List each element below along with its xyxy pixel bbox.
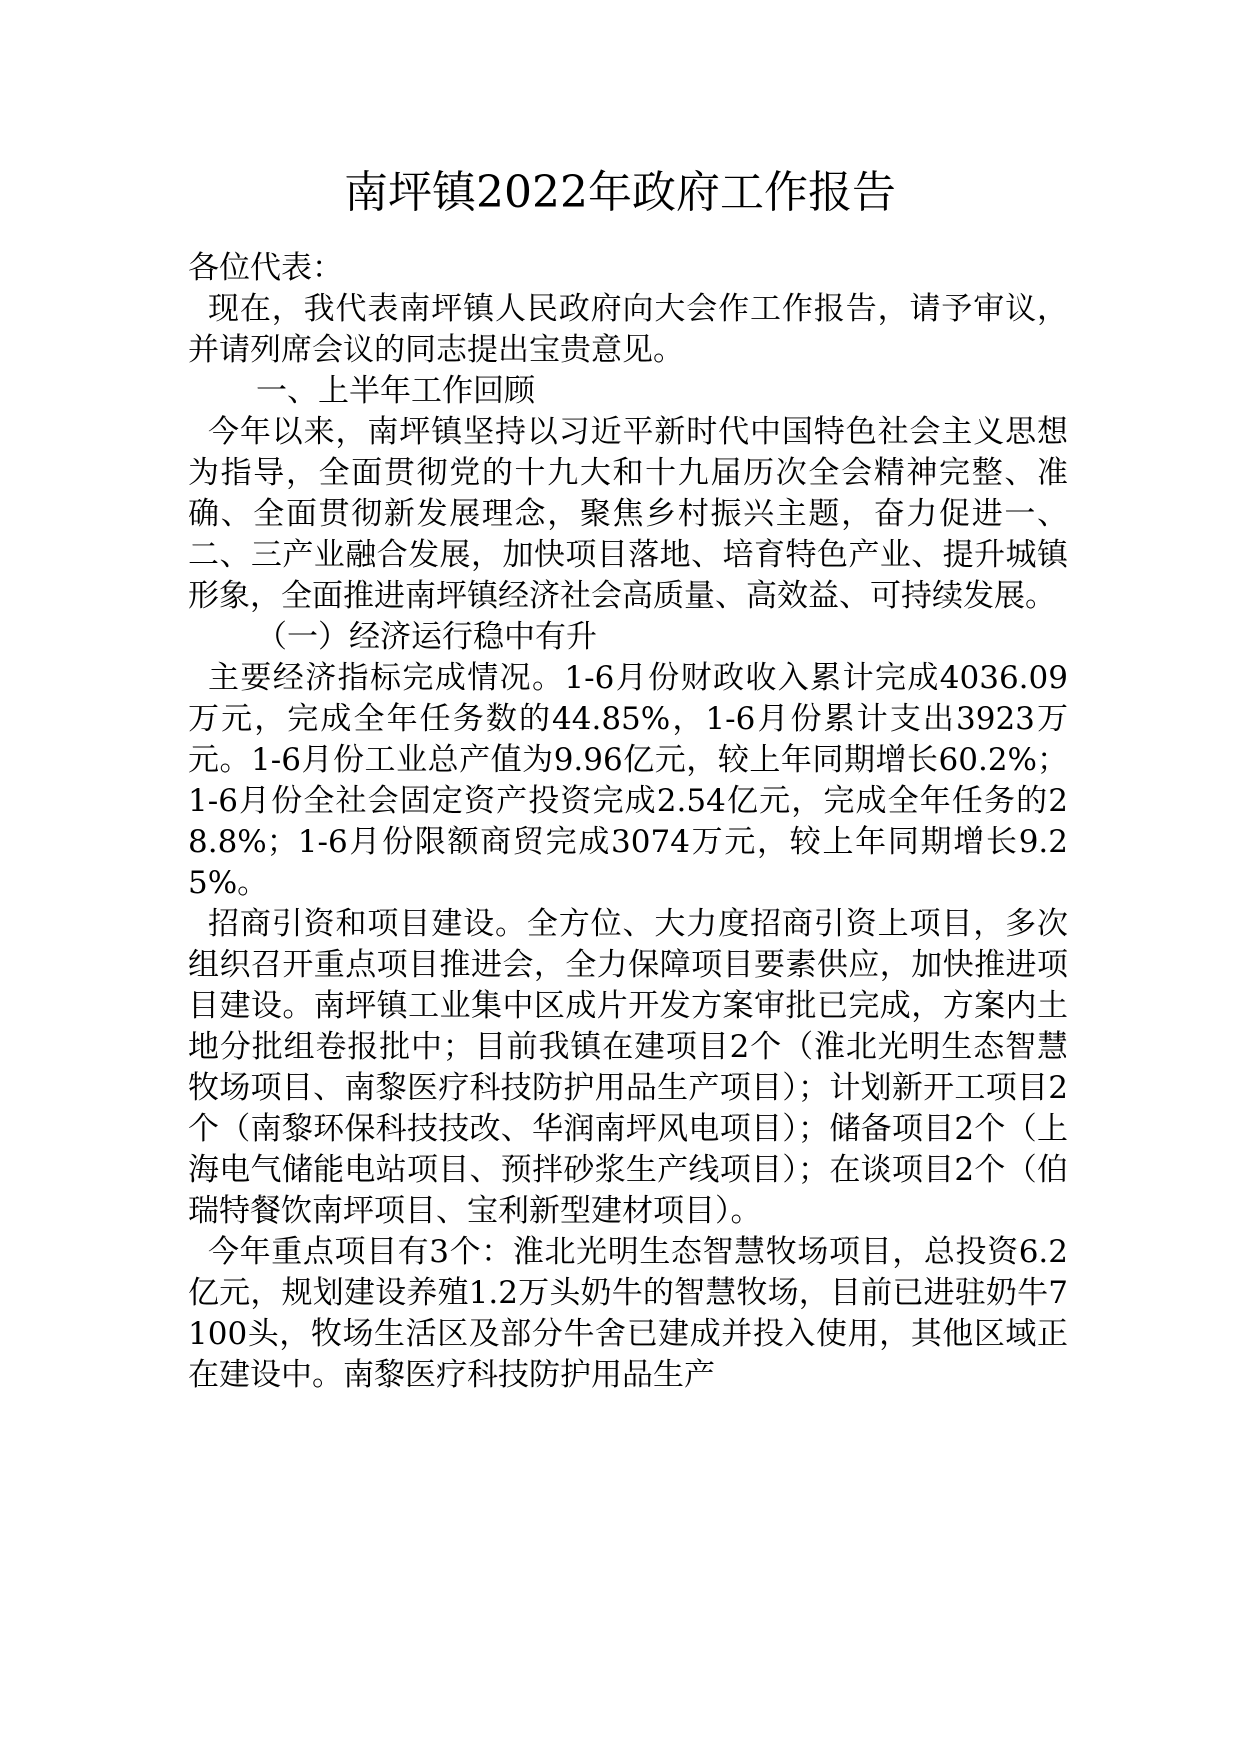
paragraph-overview: 今年以来，南坪镇坚持以习近平新时代中国特色社会主义思想为指导，全面贯彻党的十九大和十九届历次全会精神完整、准确、全面贯彻新发展理念，聚焦乡村振兴主题，奋力促进一、二、三产业融合发展，加快项目落地、培育特色产业、提升城镇形象，全面推进南坪镇经济社会高质量、高效益、可持续发展。 — [188, 414, 1068, 614]
paragraph-key-projects: 今年重点项目有3个：淮北光明生态智慧牧场项目，总投资6.2亿元，规划建设养殖1.2万头奶牛的智慧牧场，目前已进驻奶牛7100头，牧场生活区及部分牛舍已建成并投入使用，其他区域正在建设中。南黎医疗科技防护用品生产 — [188, 1234, 1068, 1393]
document-body — [188, 248, 1068, 1396]
document-title: 南坪镇2022年政府工作报告 — [344, 167, 896, 218]
subsection-heading-economy: （一）经济运行稳中有升 — [256, 619, 597, 655]
paragraph-investment-projects: 招商引资和项目建设。全方位、大力度招商引资上项目，多次组织召开重点项目推进会，全力保障项目要素供应，加快推进项目建设。南坪镇工业集中区成片开发方案审批已完成，方案内土地分批组卷报批中；目前我镇在建项目2个（淮北光明生态智慧牧场项目、南黎医疗科技防护用品生产项目）；计划新开工项目2个（南黎环保科技技改、华润南坪风电项目）；储备项目2个（上海电气储能电站项目、预拌砂浆生产线项目）；在谈项目2个（伯瑞特餐饮南坪项目、宝利新型建材项目）。 — [188, 906, 1068, 1229]
paragraph-opening: 现在，我代表南坪镇人民政府向大会作工作报告，请予审议，并请列席会议的同志提出宝贵意见。 — [188, 291, 1068, 368]
paragraph-economic-indicators: 主要经济指标完成情况。1-6月份财政收入累计完成4036.09万元，完成全年任务数的44.85%，1-6月份累计支出3923万元。1-6月份工业总产值为9.96亿元，较上年同期增长60.2%；1-6月份全社会固定资产投资完成2.54亿元，完成全年任务的28.8%；1-6月份限额商贸完成3074万元，较上年同期增长9.25%。 — [188, 660, 1068, 901]
section-heading-review: 一、上半年工作回顾 — [256, 373, 535, 409]
salutation: 各位代表： — [188, 250, 343, 286]
